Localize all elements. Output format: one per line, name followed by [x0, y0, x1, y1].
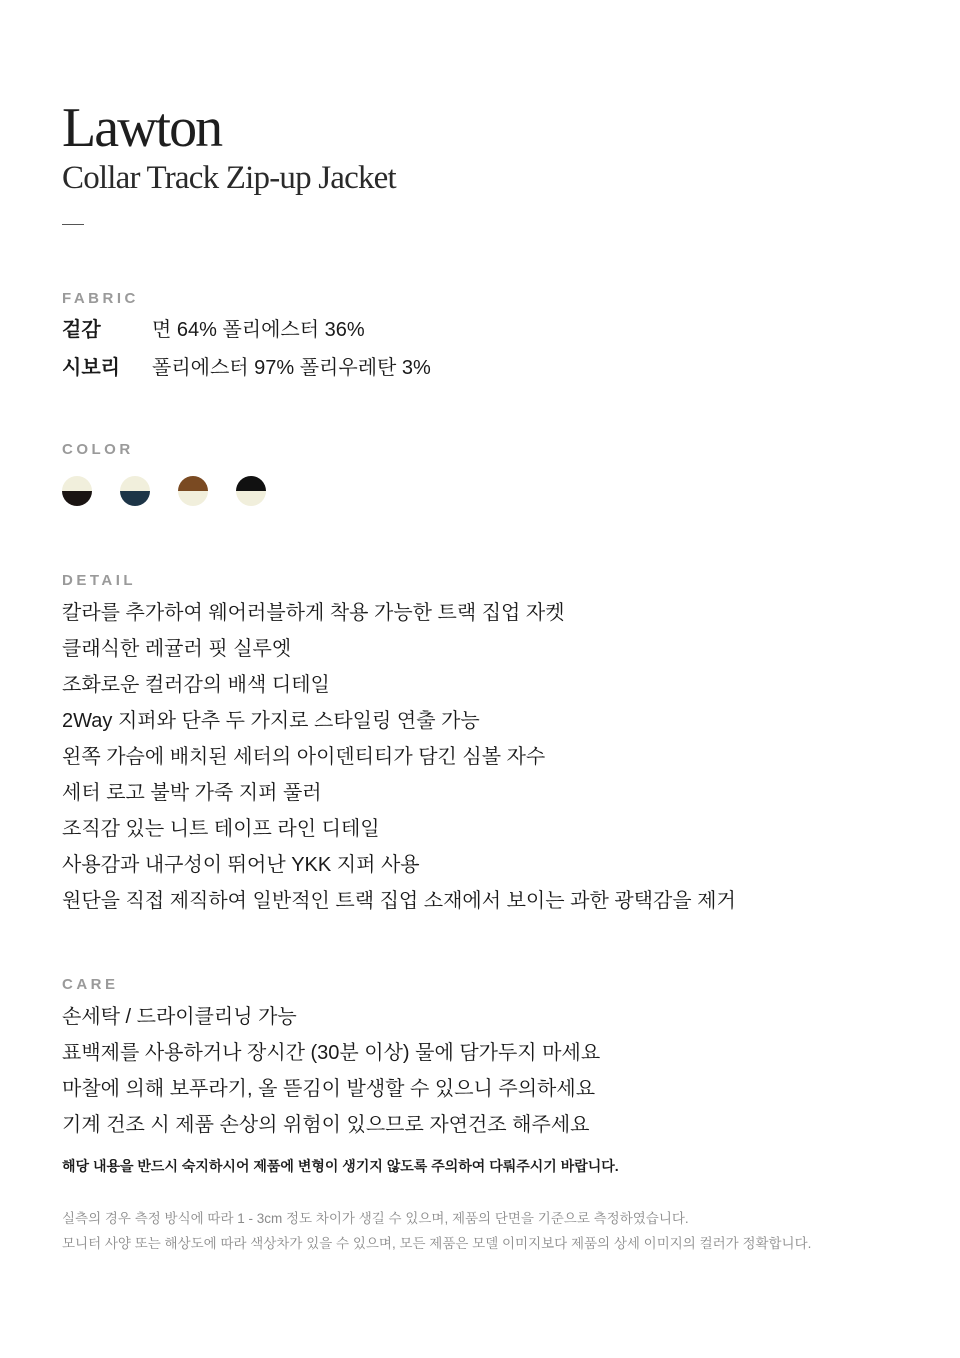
- list-item: 사용감과 내구성이 뛰어난 YKK 지퍼 사용: [62, 854, 420, 876]
- list-item: 왼쪽 가슴에 배치된 세터의 아이덴티티가 담긴 심볼 자수: [62, 746, 546, 768]
- swatch-top: [236, 476, 266, 491]
- fabric-label: FABRIC: [62, 290, 139, 307]
- footnote: 실측의 경우 측정 방식에 따라 1 - 3cm 정도 차이가 생길 수 있으며, 제품의 단면을 기준으로 측정하였습니다.: [62, 1211, 689, 1226]
- footnote: 모니터 사양 또는 해상도에 따라 색상차가 있을 수 있으며, 모든 제품은 모델 이미지보다 제품의 상세 이미지의 컬러가 정확합니다.: [62, 1236, 812, 1251]
- fabric-row-shell: [62, 318, 365, 342]
- swatch-top: [178, 476, 208, 491]
- color-swatch[interactable]: [62, 476, 92, 506]
- list-item: 2Way 지퍼와 단추 두 가지로 스타일링 연출 가능: [62, 710, 480, 732]
- list-item: 세터 로고 불박 가죽 지퍼 풀러: [62, 782, 322, 804]
- color-swatches: [62, 476, 266, 506]
- list-item: 칼라를 추가하여 웨어러블하게 착용 가능한 트랙 집업 자켓: [62, 602, 565, 624]
- detail-list: [62, 595, 736, 919]
- list-item: 조화로운 컬러감의 배색 디테일: [62, 674, 330, 696]
- fabric-row-rib: [62, 356, 431, 380]
- list-item: 기계 건조 시 제품 손상의 위험이 있으므로 자연건조 해주세요: [62, 1114, 590, 1136]
- title-divider: [62, 224, 84, 225]
- list-item: 마찰에 의해 보푸라기, 올 뜯김이 발생할 수 있으니 주의하세요: [62, 1078, 596, 1100]
- swatch-top: [120, 476, 150, 491]
- care-label: CARE: [62, 976, 119, 993]
- footnotes: [62, 1206, 811, 1256]
- color-swatch[interactable]: [178, 476, 208, 506]
- product-name: Collar Track Zip-up Jacket: [62, 160, 396, 196]
- list-item: 클래식한 레귤러 핏 실루엣: [62, 638, 292, 660]
- fabric-value: 면 64% 폴리에스터 36%: [152, 319, 365, 341]
- care-list: [62, 999, 600, 1143]
- color-label: COLOR: [62, 441, 134, 458]
- swatch-bottom: [62, 491, 92, 506]
- brand-name: Lawton: [62, 97, 222, 159]
- color-swatch[interactable]: [236, 476, 266, 506]
- swatch-bottom: [178, 491, 208, 506]
- swatch-bottom: [120, 491, 150, 506]
- color-swatch[interactable]: [120, 476, 150, 506]
- list-item: 원단을 직접 제직하여 일반적인 트랙 집업 소재에서 보이는 과한 광택감을 제거: [62, 890, 736, 912]
- list-item: 조직감 있는 니트 테이프 라인 디테일: [62, 818, 380, 840]
- list-item: 표백제를 사용하거나 장시간 (30분 이상) 물에 담가두지 마세요: [62, 1042, 601, 1064]
- swatch-bottom: [236, 491, 266, 506]
- fabric-key: 시보리: [62, 357, 120, 379]
- fabric-key: 겉감: [62, 319, 101, 341]
- list-item: 손세탁 / 드라이클리닝 가능: [62, 1006, 297, 1028]
- care-notice: 해당 내용을 반드시 숙지하시어 제품에 변형이 생기지 않도록 주의하여 다뤄주시기 바랍니다.: [62, 1158, 619, 1174]
- swatch-top: [62, 476, 92, 491]
- detail-label: DETAIL: [62, 572, 137, 589]
- fabric-value: 폴리에스터 97% 폴리우레탄 3%: [152, 357, 431, 379]
